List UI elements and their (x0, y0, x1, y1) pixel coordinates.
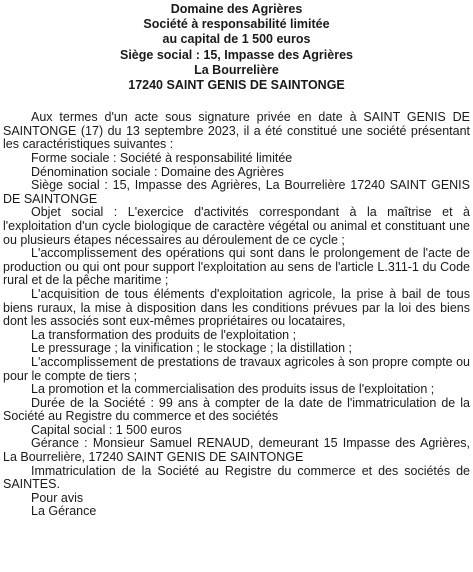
head-office-line: Siège social : 15, Impasse des Agrières, La Bourrelière 17240 SAINT GENIS DE SAINTONGE (3, 178, 470, 206)
registration-line: Immatriculation de la Société au Registre du commerce et des sociétés de SAINTES. (3, 463, 470, 492)
purpose-acquisition: L'acquisition de tous éléments d'exploitation agricole, la prise à bail de tous biens ruraux, la mise à disposition dans les conditions prévues par la loi des biens dont les associés sont eux-mêmes propriétaires ou locataires, (3, 286, 470, 329)
intro-paragraph: Aux termes d'un acte sous signature privée en date à SAINT GENIS DE SAINTONGE (17) du 13 septembre 2023, il a été constitué une société présentant les caractéristiques suivantes : (3, 110, 470, 152)
purpose-services: L'accomplissement de prestations de travaux agricoles à son propre compte ou pour le compte de tiers ; (3, 354, 470, 383)
purpose-operations: L'accomplissement des opérations qui sont dans le prolongement de l'acte de production ou qui ont pour support l'exploitation au sens de l'article L.311-1 du Code rural et de la pêche maritime ; (3, 246, 470, 288)
company-name-line: Dénomination sociale : Domaine des Agrières (31, 164, 284, 179)
closing-pour-avis: Pour avis (31, 490, 84, 505)
company-locality: La Bourrelière (194, 62, 279, 77)
purpose-promotion: La promotion et la commercialisation des produits issus de l'exploitation ; (31, 382, 435, 397)
company-capital: au capital de 1 500 euros (162, 32, 311, 47)
company-legal-form: Société à responsabilité limitée (143, 17, 330, 32)
management-line: Gérance : Monsieur Samuel RENAUD, demeurant 15 Impasse des Agrières, La Bourrelière, 17240 SAINT GENIS DE SAINTONGE (3, 436, 470, 465)
company-postcode-city: 17240 SAINT GENIS DE SAINTONGE (128, 78, 345, 93)
company-head-office: Siège social : 15, Impasse des Agrières (120, 47, 353, 62)
duration-line: Durée de la Société : 99 ans à compter de la date de l'immatriculation de la Société au Registre du commerce et des sociétés (3, 395, 470, 424)
company-name: Domaine des Agrières (170, 2, 303, 16)
notice-header (3, 2, 470, 93)
purpose-pressing: Le pressurage ; la vinification ; le stockage ; la distillation ; (31, 341, 353, 356)
purpose-transformation: La transformation des produits de l'exploitation ; (31, 327, 297, 342)
legal-form-line: Forme sociale : Société à responsabilité limitée (31, 151, 293, 165)
purpose-paragraph: Objet social : L'exercice d'activités correspondant à la maîtrise et à l'exploitation d'un cycle biologique de caractère végétal ou animal et constituant une ou plusieurs étapes nécessaires au déroulement de ce cycle ; (3, 205, 470, 247)
capital-line: Capital social : 1 500 euros (31, 422, 182, 437)
closing-signature: La Gérance (31, 504, 97, 519)
notice-body (3, 111, 470, 519)
